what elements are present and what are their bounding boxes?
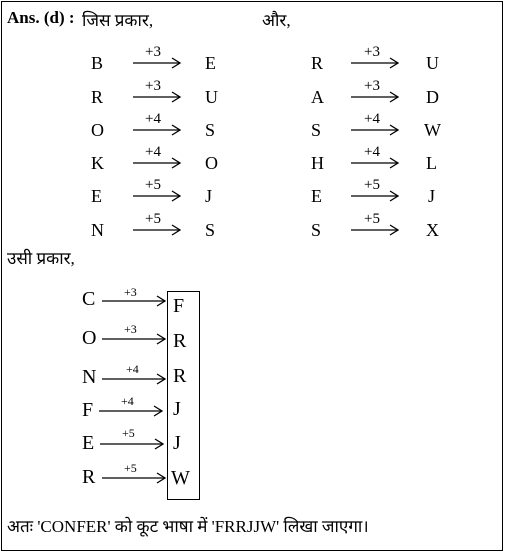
source-letter: O xyxy=(91,120,104,140)
answer-box xyxy=(1,1,503,551)
right-arrow-icon xyxy=(99,437,165,451)
shift-label: +5 xyxy=(145,177,161,193)
right-arrow-icon xyxy=(101,294,167,308)
shift-label: +4 xyxy=(121,394,134,408)
target-letter: J xyxy=(428,186,436,206)
right-arrow-icon xyxy=(350,123,400,137)
source-letter: F xyxy=(82,399,94,421)
right-arrow-icon xyxy=(350,156,400,170)
shift-label: +3 xyxy=(124,322,137,336)
result-letter: J xyxy=(173,432,181,454)
source-letter: K xyxy=(91,153,104,173)
right-arrow-icon xyxy=(132,56,182,70)
shift-label: +5 xyxy=(364,211,380,227)
right-arrow-icon xyxy=(132,123,182,137)
source-letter: C xyxy=(82,288,96,310)
shift-label: +3 xyxy=(124,285,137,299)
shift-label: +3 xyxy=(145,44,161,60)
target-letter: X xyxy=(426,220,439,240)
shift-label: +4 xyxy=(145,111,161,127)
source-letter: O xyxy=(82,327,97,349)
conclusion-text: अतः 'CONFER' को कूट भाषा में 'FRRJJW' लिखा जाएगा। xyxy=(7,517,369,536)
shift-label: +4 xyxy=(145,144,161,160)
right-arrow-icon xyxy=(350,56,400,70)
answer-label: Ans. (d) : xyxy=(7,8,75,27)
target-letter: U xyxy=(205,87,218,107)
shift-label: +5 xyxy=(145,211,161,227)
target-letter: L xyxy=(426,153,437,173)
right-arrow-icon xyxy=(101,372,167,386)
source-letter: R xyxy=(311,53,324,73)
shift-label: +5 xyxy=(124,461,137,475)
result-letter: W xyxy=(171,467,190,489)
source-letter: E xyxy=(82,432,95,454)
similarly-text: उसी प्रकार, xyxy=(7,249,75,268)
source-letter: R xyxy=(91,87,104,107)
target-letter: S xyxy=(205,120,216,140)
source-letter: H xyxy=(311,153,324,173)
source-letter: E xyxy=(311,186,322,206)
result-letter: J xyxy=(173,398,181,420)
shift-label: +4 xyxy=(126,362,139,376)
right-arrow-icon xyxy=(101,332,167,346)
target-letter: E xyxy=(205,53,216,73)
target-letter: D xyxy=(426,87,439,107)
and-text: और, xyxy=(262,11,291,30)
target-letter: W xyxy=(424,120,441,140)
right-arrow-icon xyxy=(132,90,182,104)
target-letter: S xyxy=(205,220,216,240)
result-letter: R xyxy=(173,365,187,387)
right-arrow-icon xyxy=(101,471,167,485)
source-letter: R xyxy=(82,466,96,488)
target-letter: J xyxy=(205,186,213,206)
shift-label: +5 xyxy=(364,177,380,193)
shift-label: +5 xyxy=(122,426,135,440)
source-letter: E xyxy=(91,186,102,206)
shift-label: +4 xyxy=(364,144,380,160)
target-letter: U xyxy=(426,53,439,73)
target-letter: O xyxy=(205,153,218,173)
right-arrow-icon xyxy=(98,404,164,418)
source-letter: A xyxy=(311,87,324,107)
right-arrow-icon xyxy=(350,223,400,237)
right-arrow-icon xyxy=(350,90,400,104)
source-letter: S xyxy=(311,220,322,240)
result-letter: F xyxy=(173,295,185,317)
right-arrow-icon xyxy=(132,189,182,203)
source-letter: S xyxy=(311,120,322,140)
right-arrow-icon xyxy=(132,156,182,170)
result-letter: R xyxy=(173,330,187,352)
source-letter: N xyxy=(91,220,104,240)
right-arrow-icon xyxy=(350,189,400,203)
source-letter: N xyxy=(82,366,97,388)
source-letter: B xyxy=(91,53,104,73)
shift-label: +4 xyxy=(364,111,380,127)
shift-label: +3 xyxy=(364,78,380,94)
right-arrow-icon xyxy=(132,223,182,237)
intro-text: जिस प्रकार, xyxy=(82,11,154,30)
shift-label: +3 xyxy=(364,44,380,60)
shift-label: +3 xyxy=(145,78,161,94)
